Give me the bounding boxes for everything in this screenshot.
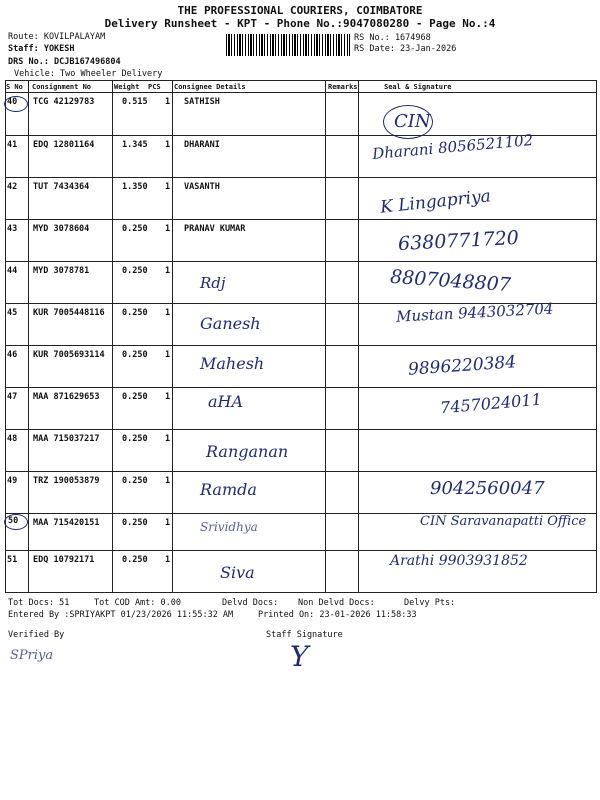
row-sno: 48 <box>7 434 18 444</box>
seal-text: Arathi 9903931852 <box>390 553 528 569</box>
verified-by-label: Verified By <box>8 630 65 640</box>
row-weight: 0.250 <box>122 518 148 528</box>
row-consignment: EDQ 10792171 <box>33 555 95 565</box>
table-row <box>0 299 600 346</box>
staff-signature-label: Staff Signature <box>266 630 343 640</box>
row-consignment: KUR 7005448116 <box>33 308 105 318</box>
row-weight: 0.250 <box>122 434 148 444</box>
row-weight: 0.250 <box>122 350 148 360</box>
printed-on: Printed On: 23-01-2026 11:58:33 <box>258 610 417 620</box>
signature-text: K Lingapriya <box>379 186 492 218</box>
seal-text: 7457024011 <box>439 389 543 418</box>
col-sno: S No <box>6 83 23 91</box>
row-pcs: 1 <box>165 350 171 360</box>
staff-signature: Y <box>290 640 309 673</box>
row-sno: 41 <box>7 140 18 150</box>
row-weight: 0.515 <box>122 97 148 107</box>
row-weight: 0.250 <box>122 476 148 486</box>
tot-cod: Tot COD Amt: 0.00 <box>94 598 181 608</box>
row-pcs: 1 <box>165 476 171 486</box>
table-row <box>0 388 600 430</box>
runsheet-title: Delivery Runsheet - KPT - Phone No.:9047080280 - Page No.:4 <box>104 17 496 30</box>
row-pcs: 1 <box>165 266 171 276</box>
route-label: Route: KOVILPALAYAM <box>8 32 106 42</box>
row-sno: 47 <box>7 392 18 402</box>
row-pcs: 1 <box>165 224 171 234</box>
tot-docs: Tot Docs: 51 <box>8 598 70 608</box>
row-pcs: 1 <box>165 308 171 318</box>
vehicle-label: Vehicle: Two Wheeler Delivery <box>14 69 163 79</box>
row-sno: 43 <box>7 224 18 234</box>
seal-text: 9042560047 <box>430 478 545 499</box>
row-consignee: PRANAV KUMAR <box>184 224 246 234</box>
rs-number: RS No.: 1674968 <box>354 33 431 43</box>
row-weight: 0.250 <box>122 392 148 402</box>
rs-date: RS Date: 23-Jan-2026 <box>354 44 457 54</box>
staff-label: Staff: YOKESH <box>8 44 75 54</box>
col-weight: Weight <box>114 83 140 91</box>
verified-signature: SPriya <box>10 648 54 663</box>
row-mark-circle <box>4 514 28 530</box>
barcode-image <box>226 34 350 56</box>
table-row <box>0 346 600 388</box>
signature-text: Mahesh <box>200 354 265 373</box>
drs-number: DRS No.: DCJB167496804 <box>8 57 121 67</box>
non-delvd-docs: Non Delvd Docs: <box>298 598 375 608</box>
signature-text: 6380771720 <box>397 226 520 256</box>
table-row <box>0 551 600 593</box>
signature-text: aHA <box>208 392 244 411</box>
row-pcs: 1 <box>165 140 171 150</box>
signature-text: Srividhya <box>200 520 258 534</box>
table-row <box>0 472 600 514</box>
signature-text: Ganesh <box>200 314 261 333</box>
row-weight: 0.250 <box>122 555 148 565</box>
row-sno: 44 <box>7 266 18 276</box>
row-pcs: 1 <box>165 97 171 107</box>
table-row <box>0 178 600 220</box>
row-pcs: 1 <box>165 392 171 402</box>
seal-text: 9896220384 <box>407 352 517 380</box>
row-mark-circle <box>4 96 28 112</box>
row-consignment: MYD 3078781 <box>33 266 90 276</box>
company-title: THE PROFESSIONAL COURIERS, COIMBATORE <box>177 4 423 17</box>
row-weight: 1.350 <box>122 182 148 192</box>
entered-by: Entered By :SPRIYAKPT 01/23/2026 11:55:32 AM <box>8 610 234 620</box>
signature-text: Ramda <box>200 480 257 499</box>
row-consignee: DHARANI <box>184 140 220 150</box>
row-sno: 45 <box>7 308 18 318</box>
table-row <box>0 93 600 135</box>
table-row <box>0 131 600 178</box>
delvy-pts: Delvy Pts: <box>404 598 456 608</box>
seal-text: CIN <box>394 111 431 132</box>
row-consignee: VASANTH <box>184 182 220 192</box>
row-weight: 0.250 <box>122 266 148 276</box>
row-consignment: TCG 42129783 <box>33 97 95 107</box>
row-sno: 49 <box>7 476 18 486</box>
seal-text: 8807048807 <box>389 265 512 297</box>
signature-text: Siva <box>220 563 255 582</box>
signature-text: Rdj <box>200 274 226 292</box>
row-weight: 0.250 <box>122 308 148 318</box>
row-consignment: MAA 715420151 <box>33 518 100 528</box>
table-row <box>0 220 600 262</box>
row-weight: 1.345 <box>122 140 148 150</box>
row-sno: 42 <box>7 182 18 192</box>
row-consignment: TRZ 190053879 <box>33 476 100 486</box>
col-pcs: PCS <box>148 83 161 91</box>
row-consignee: SATHISH <box>184 97 220 107</box>
row-sno: 50 <box>8 516 19 526</box>
row-consignment: TUT 7434364 <box>33 182 90 192</box>
row-sno: 40 <box>7 97 18 107</box>
col-consignee: Consignee Details <box>174 83 246 91</box>
row-pcs: 1 <box>165 555 171 565</box>
table-row <box>0 430 600 472</box>
row-consignment: MAA 715037217 <box>33 434 100 444</box>
row-consignment: MYD 3078604 <box>33 224 90 234</box>
row-consignment: KUR 7005693114 <box>33 350 105 360</box>
row-weight: 0.250 <box>122 224 148 234</box>
col-consignment: Consignment No <box>32 83 92 91</box>
row-pcs: 1 <box>165 434 171 444</box>
seal-text: CIN Saravanapatti Office <box>420 514 587 529</box>
row-consignment: EDQ 12801164 <box>33 140 95 150</box>
row-sno: 51 <box>7 555 18 565</box>
row-consignment: MAA 871629653 <box>33 392 100 402</box>
col-seal: Seal & Signature <box>384 83 452 91</box>
cin-stamp <box>383 105 433 139</box>
col-remarks: Remarks <box>328 83 358 91</box>
row-pcs: 1 <box>165 182 171 192</box>
row-pcs: 1 <box>165 518 171 528</box>
signature-text: Dharani 8056521102 <box>371 131 534 163</box>
seal-text: Mustan 9443032704 <box>395 299 554 326</box>
row-sno: 46 <box>7 350 18 360</box>
delvd-docs: Delvd Docs: <box>222 598 279 608</box>
signature-text: Ranganan <box>206 442 289 461</box>
table-row <box>0 262 600 304</box>
